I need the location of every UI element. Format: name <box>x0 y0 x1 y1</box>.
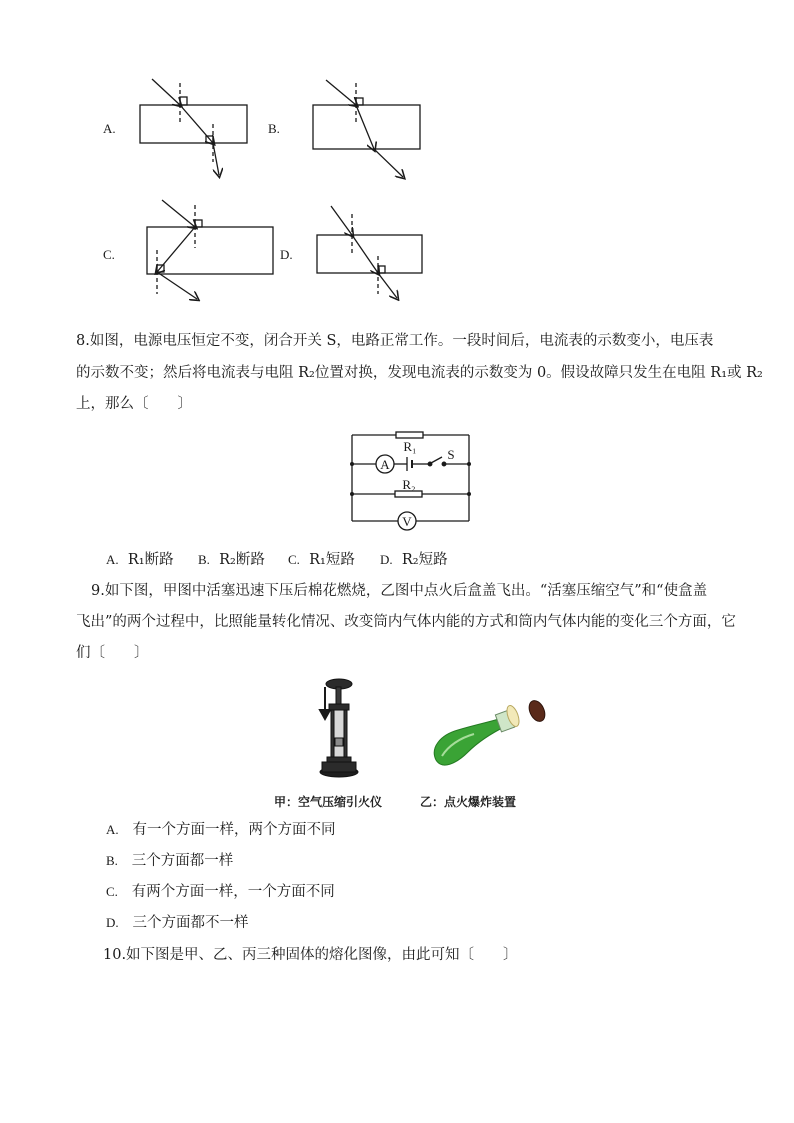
q8-option-a: A. R₁断路 <box>106 552 174 568</box>
q9-line-2: 飞出”的两个过程中，比照能量转化情况、改变筒内气体内能的方式和筒内气体内能的变化三个方面，它 <box>76 614 736 630</box>
voltmeter-label: V <box>402 514 412 529</box>
ignition-explosion-device <box>434 698 548 765</box>
option-a-label: A. <box>103 121 116 136</box>
q9-line-3: 们〔 〕 <box>76 645 149 661</box>
option-d-label: D. <box>280 247 293 262</box>
q9-option-c: C. 有两个方面一样，一个方面不同 <box>106 884 335 900</box>
q8-line-1: 8.如图，电源电压恒定不变，闭合开关 S，电路正常工作。一段时间后，电流表的示数变小，电压表 <box>76 333 714 349</box>
q9-option-b: B. 三个方面都一样 <box>106 853 234 869</box>
r1-label: R₁ <box>403 439 417 454</box>
caption-left: 甲：空气压缩引火仪 <box>274 795 383 809</box>
q9-option-d: D. 三个方面都不一样 <box>106 915 249 931</box>
ammeter-label: A <box>380 457 390 472</box>
r2-label: R₂ <box>402 477 416 492</box>
q8-option-d: D. R₂短路 <box>380 552 448 568</box>
q8-line-3: 上，那么〔 〕 <box>76 396 192 412</box>
q9-line-1: 9.如下图，甲图中活塞迅速下压后棉花燃烧，乙图中点火后盒盖飞出。“活塞压缩空气”和“使盒盖 <box>91 583 708 599</box>
down-arrow-icon <box>320 687 330 719</box>
q9-option-a: A. 有一个方面一样，两个方面不同 <box>106 822 336 838</box>
q8-option-b: B. R₂断路 <box>198 552 265 568</box>
option-b-label: B. <box>268 121 280 136</box>
q10-line-1: 10.如下图是甲、乙、丙三种固体的熔化图像，由此可知〔 〕 <box>103 947 518 963</box>
q8-line-2: 的示数不变；然后将电流表与电阻 R₂位置对换，发现电流表的示数变为 0。假设故障只发生在电阻 R₁或 R₂ <box>76 365 763 381</box>
caption-right: 乙：点火爆炸装置 <box>420 795 517 809</box>
q8-option-c: C. R₁短路 <box>288 552 355 568</box>
option-c-label: C. <box>103 247 115 262</box>
switch-label: S <box>447 447 455 462</box>
